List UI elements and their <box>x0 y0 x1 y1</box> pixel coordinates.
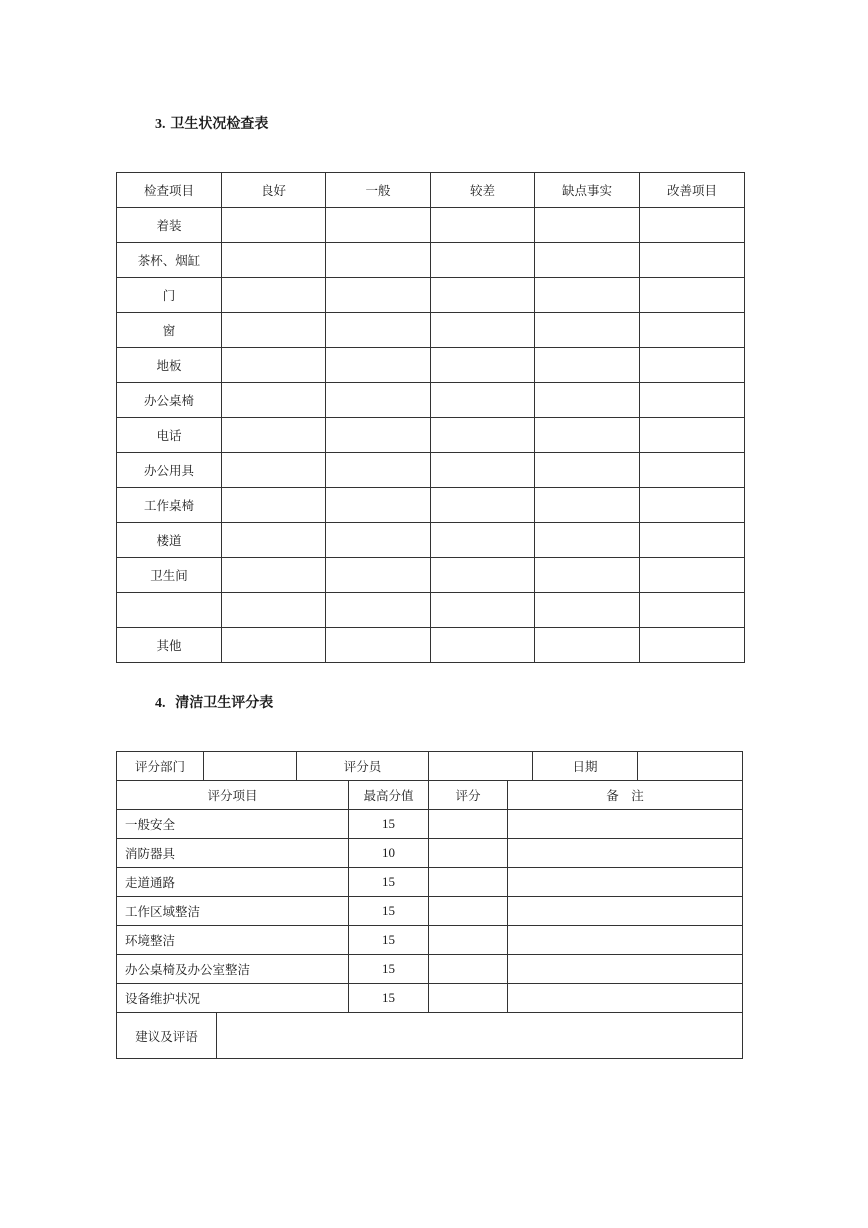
inspection-item-label: 着装 <box>117 208 222 243</box>
inspection-row <box>117 418 745 453</box>
good-cell[interactable] <box>222 313 326 348</box>
average-cell[interactable] <box>326 208 431 243</box>
remarks-cell[interactable] <box>508 810 743 839</box>
inspection-item-label: 其他 <box>117 628 222 663</box>
defect-facts-cell[interactable] <box>535 313 640 348</box>
date-value-cell[interactable] <box>638 752 743 781</box>
improvement-cell[interactable] <box>640 593 745 628</box>
header-average: 一般 <box>326 173 431 208</box>
score-row <box>117 897 743 926</box>
score-header-row <box>117 781 743 810</box>
inspection-item-label: 电话 <box>117 418 222 453</box>
header-remarks: 备 注 <box>508 781 743 810</box>
section-3-title-text: 卫生状况检查表 <box>170 116 269 132</box>
good-cell[interactable] <box>222 488 326 523</box>
defect-facts-cell[interactable] <box>535 453 640 488</box>
average-cell[interactable] <box>326 558 431 593</box>
cleaning-score-table <box>116 751 743 1059</box>
poor-cell[interactable] <box>431 243 535 278</box>
defect-facts-cell[interactable] <box>535 243 640 278</box>
remarks-cell[interactable] <box>508 868 743 897</box>
score-item-label: 环境整洁 <box>117 926 349 955</box>
inspection-item-label: 茶杯、烟缸 <box>117 243 222 278</box>
good-cell[interactable] <box>222 523 326 558</box>
inspection-item-label: 工作桌椅 <box>117 488 222 523</box>
inspection-item-label: 窗 <box>117 313 222 348</box>
inspection-row <box>117 243 745 278</box>
average-cell[interactable] <box>326 628 431 663</box>
poor-cell[interactable] <box>431 418 535 453</box>
score-item-label: 办公桌椅及办公室整洁 <box>117 955 349 984</box>
improvement-cell[interactable] <box>640 628 745 663</box>
inspection-row <box>117 313 745 348</box>
max-score-value: 15 <box>349 984 429 1013</box>
poor-cell[interactable] <box>431 488 535 523</box>
inspection-header-row <box>117 173 745 208</box>
inspection-row <box>117 348 745 383</box>
improvement-cell[interactable] <box>640 278 745 313</box>
score-item-label: 工作区域整洁 <box>117 897 349 926</box>
average-cell[interactable] <box>326 383 431 418</box>
header-inspection-item: 检查项目 <box>117 173 222 208</box>
defect-facts-cell[interactable] <box>535 383 640 418</box>
section-3-title <box>155 113 268 133</box>
score-input-cell[interactable] <box>429 868 508 897</box>
inspection-item-label: 卫生间 <box>117 558 222 593</box>
improvement-cell[interactable] <box>640 558 745 593</box>
poor-cell[interactable] <box>431 558 535 593</box>
score-input-cell[interactable] <box>429 984 508 1013</box>
score-item-label: 走道通路 <box>117 868 349 897</box>
defect-facts-cell[interactable] <box>535 208 640 243</box>
good-cell[interactable] <box>222 348 326 383</box>
score-input-cell[interactable] <box>429 810 508 839</box>
scorer-value-cell[interactable] <box>429 752 533 781</box>
section-4-title-text: 清洁卫生评分表 <box>175 695 274 711</box>
improvement-cell[interactable] <box>640 418 745 453</box>
score-row <box>117 926 743 955</box>
score-row <box>117 839 743 868</box>
remarks-cell[interactable] <box>508 984 743 1013</box>
improvement-cell[interactable] <box>640 313 745 348</box>
dept-value-cell[interactable] <box>204 752 297 781</box>
poor-cell[interactable] <box>431 453 535 488</box>
score-row <box>117 868 743 897</box>
inspection-item-label: 办公桌椅 <box>117 383 222 418</box>
inspection-row <box>117 383 745 418</box>
score-row <box>117 984 743 1013</box>
inspection-item-label: 办公用具 <box>117 453 222 488</box>
improvement-cell[interactable] <box>640 383 745 418</box>
average-cell[interactable] <box>326 418 431 453</box>
inspection-item-label: 楼道 <box>117 523 222 558</box>
score-meta-row <box>117 752 743 781</box>
improvement-cell[interactable] <box>640 348 745 383</box>
header-good: 良好 <box>222 173 326 208</box>
good-cell[interactable] <box>222 418 326 453</box>
inspection-row <box>117 208 745 243</box>
average-cell[interactable] <box>326 593 431 628</box>
improvement-cell[interactable] <box>640 488 745 523</box>
average-cell[interactable] <box>326 313 431 348</box>
hygiene-inspection-table <box>116 172 745 663</box>
header-improvement-items: 改善项目 <box>640 173 745 208</box>
remarks-cell[interactable] <box>508 839 743 868</box>
defect-facts-cell[interactable] <box>535 348 640 383</box>
inspection-item-label: 门 <box>117 278 222 313</box>
score-input-cell[interactable] <box>429 897 508 926</box>
poor-cell[interactable] <box>431 278 535 313</box>
score-input-cell[interactable] <box>429 955 508 984</box>
max-score-value: 15 <box>349 955 429 984</box>
good-cell[interactable] <box>222 453 326 488</box>
good-cell[interactable] <box>222 558 326 593</box>
defect-facts-cell[interactable] <box>535 558 640 593</box>
score-item-label: 一般安全 <box>117 810 349 839</box>
poor-cell[interactable] <box>431 313 535 348</box>
header-score: 评分 <box>429 781 508 810</box>
remarks-cell[interactable] <box>508 897 743 926</box>
suggestion-row <box>117 1013 743 1059</box>
improvement-cell[interactable] <box>640 523 745 558</box>
defect-facts-cell[interactable] <box>535 488 640 523</box>
inspection-row <box>117 453 745 488</box>
inspection-row <box>117 278 745 313</box>
inspection-item-label: 地板 <box>117 348 222 383</box>
suggestion-label: 建议及评语 <box>117 1013 217 1059</box>
improvement-cell[interactable] <box>640 243 745 278</box>
improvement-cell[interactable] <box>640 208 745 243</box>
score-row <box>117 810 743 839</box>
inspection-row <box>117 558 745 593</box>
inspection-row <box>117 628 745 663</box>
score-item-label: 设备维护状况 <box>117 984 349 1013</box>
score-input-cell[interactable] <box>429 839 508 868</box>
max-score-value: 10 <box>349 839 429 868</box>
date-label: 日期 <box>533 752 638 781</box>
header-max-score: 最高分值 <box>349 781 429 810</box>
max-score-value: 15 <box>349 810 429 839</box>
inspection-row <box>117 523 745 558</box>
remarks-cell[interactable] <box>508 926 743 955</box>
average-cell[interactable] <box>326 523 431 558</box>
score-input-cell[interactable] <box>429 926 508 955</box>
average-cell[interactable] <box>326 348 431 383</box>
inspection-row <box>117 488 745 523</box>
defect-facts-cell[interactable] <box>535 278 640 313</box>
header-poor: 较差 <box>431 173 535 208</box>
good-cell[interactable] <box>222 278 326 313</box>
max-score-value: 15 <box>349 868 429 897</box>
section-3-number: 3. <box>155 117 166 132</box>
good-cell[interactable] <box>222 243 326 278</box>
improvement-cell[interactable] <box>640 453 745 488</box>
section-4-number: 4. <box>155 696 166 711</box>
defect-facts-cell[interactable] <box>535 418 640 453</box>
header-defect-facts: 缺点事实 <box>535 173 640 208</box>
section-4-title <box>155 692 273 712</box>
poor-cell[interactable] <box>431 383 535 418</box>
score-row <box>117 955 743 984</box>
poor-cell[interactable] <box>431 208 535 243</box>
good-cell[interactable] <box>222 208 326 243</box>
good-cell[interactable] <box>222 628 326 663</box>
good-cell[interactable] <box>222 383 326 418</box>
score-item-label: 消防器具 <box>117 839 349 868</box>
remarks-cell[interactable] <box>508 955 743 984</box>
average-cell[interactable] <box>326 488 431 523</box>
inspection-row <box>117 593 745 628</box>
dept-label: 评分部门 <box>117 752 204 781</box>
max-score-value: 15 <box>349 926 429 955</box>
defect-facts-cell[interactable] <box>535 523 640 558</box>
poor-cell[interactable] <box>431 593 535 628</box>
max-score-value: 15 <box>349 897 429 926</box>
scorer-label: 评分员 <box>297 752 429 781</box>
average-cell[interactable] <box>326 453 431 488</box>
defect-facts-cell[interactable] <box>535 593 640 628</box>
poor-cell[interactable] <box>431 523 535 558</box>
average-cell[interactable] <box>326 243 431 278</box>
average-cell[interactable] <box>326 278 431 313</box>
good-cell[interactable] <box>222 593 326 628</box>
inspection-item-label <box>117 593 222 628</box>
suggestion-cell[interactable] <box>217 1013 743 1059</box>
poor-cell[interactable] <box>431 628 535 663</box>
poor-cell[interactable] <box>431 348 535 383</box>
header-score-item: 评分项目 <box>117 781 349 810</box>
defect-facts-cell[interactable] <box>535 628 640 663</box>
